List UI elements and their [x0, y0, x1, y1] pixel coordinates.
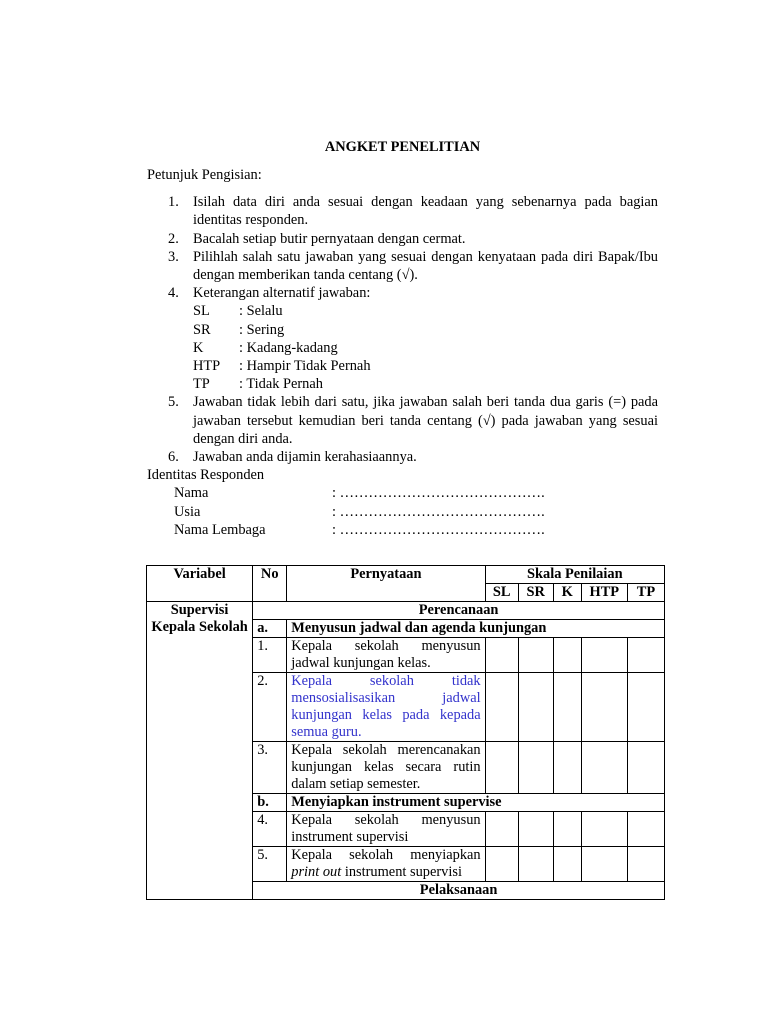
identitas-label: Identitas Responden — [147, 467, 265, 484]
item-statement: Kepala sekolah menyusun instrument supervisi — [287, 812, 485, 847]
item-statement: Kepala sekolah tidak mensosialisasikan jadwal kunjungan kelas pada kepada semua guru. — [287, 673, 485, 742]
sub-b-text: Menyiapkan instrument supervise — [287, 794, 665, 812]
answer-cell-sr[interactable] — [518, 812, 553, 847]
item-no: 4. — [253, 812, 287, 847]
answer-cell-k[interactable] — [553, 742, 581, 794]
header-variabel: Variabel — [147, 566, 253, 602]
answer-cell-htp[interactable] — [581, 847, 627, 882]
answer-cell-sr[interactable] — [518, 673, 553, 742]
item-no: 1. — [253, 638, 287, 673]
answer-cell-tp[interactable] — [627, 812, 664, 847]
answer-cell-tp[interactable] — [627, 673, 664, 742]
legend-row: K : Kadang-kadang — [193, 339, 338, 356]
answer-cell-k[interactable] — [553, 673, 581, 742]
item-statement: Kepala sekolah menyusun jadwal kunjungan kelas. — [287, 638, 485, 673]
petunjuk-label: Petunjuk Pengisian: — [147, 167, 262, 183]
instruction-item: 6. Jawaban anda dijamin kerahasiaannya. — [168, 449, 417, 466]
answer-cell-k[interactable] — [553, 812, 581, 847]
instruction-item: 2. Bacalah setiap butir pernyataan dengan cermat. — [168, 230, 466, 247]
header-skala: Skala Penilaian — [485, 566, 664, 584]
header-htp: HTP — [581, 584, 627, 602]
legend-row: HTP : Hampir Tidak Pernah — [193, 358, 371, 375]
document-page — [147, 138, 658, 539]
identitas-row-usia[interactable]: Usia : ……………………………………. — [174, 503, 545, 520]
header-k: K — [553, 584, 581, 602]
item-no: 2. — [253, 673, 287, 742]
variabel-cell: Supervisi Kepala Sekolah — [147, 602, 253, 900]
item-statement: Kepala sekolah merencanakan kunjungan kelas secara rutin dalam setiap semester. — [287, 742, 485, 794]
legend-row: SL : Selalu — [193, 303, 283, 320]
answer-legend — [193, 302, 658, 393]
answer-cell-tp[interactable] — [627, 742, 664, 794]
answer-cell-sr[interactable] — [518, 742, 553, 794]
item-no: 5. — [253, 847, 287, 882]
sub-b-no: b. — [253, 794, 287, 812]
item-statement: Kepala sekolah menyiapkan print out instrument supervisi — [287, 847, 485, 882]
answer-cell-sl[interactable] — [485, 812, 518, 847]
instruction-item: 5. Jawaban tidak lebih dari satu, jika jawaban salah beri tanda dua garis (=) pada jawaban tersebut kemudian beri tanda centang (√) pada jawaban yang sesuai dengan diri anda. — [168, 394, 658, 447]
answer-cell-sr[interactable] — [518, 847, 553, 882]
answer-cell-sr[interactable] — [518, 638, 553, 673]
header-sr: SR — [518, 584, 553, 602]
instruction-item: 3. Pilihlah salah satu jawaban yang sesuai dengan kenyataan pada diri Bapak/Ibu dengan memberikan tanda centang (√). — [168, 248, 658, 284]
instruction-list — [147, 193, 658, 466]
answer-cell-sl[interactable] — [485, 638, 518, 673]
header-tp: TP — [627, 584, 664, 602]
section-pelaksanaan: Pelaksanaan — [253, 882, 665, 900]
sub-a-no: a. — [253, 620, 287, 638]
document-title: ANGKET PENELITIAN — [324, 139, 481, 155]
section-perencanaan: Perencanaan — [253, 602, 665, 620]
sub-a-text: Menyusun jadwal dan agenda kunjungan — [287, 620, 665, 638]
answer-cell-sl[interactable] — [485, 847, 518, 882]
instruction-item: 1. Isilah data diri anda sesuai dengan keadaan yang sebenarnya pada bagian identitas responden. — [168, 194, 658, 229]
header-sl: SL — [485, 584, 518, 602]
answer-cell-htp[interactable] — [581, 742, 627, 794]
identitas-row-nama[interactable]: Nama : ……………………………………. — [174, 485, 545, 502]
survey-table — [146, 565, 665, 900]
answer-cell-k[interactable] — [553, 638, 581, 673]
answer-cell-htp[interactable] — [581, 673, 627, 742]
answer-cell-tp[interactable] — [627, 638, 664, 673]
answer-cell-k[interactable] — [553, 847, 581, 882]
header-no: No — [253, 566, 287, 602]
header-pernyataan: Pernyataan — [287, 566, 485, 602]
legend-row: TP : Tidak Pernah — [193, 376, 323, 393]
answer-cell-htp[interactable] — [581, 812, 627, 847]
identitas-row-lembaga[interactable]: Nama Lembaga : ……………………………………. — [174, 521, 545, 538]
answer-cell-tp[interactable] — [627, 847, 664, 882]
answer-cell-htp[interactable] — [581, 638, 627, 673]
instruction-item: 4. Keterangan alternatif jawaban: SL : Selalu SR : Sering K : Kadang-kadang HTP : Hampir Tidak Pernah TP : Tidak Pernah — [147, 284, 658, 393]
answer-cell-sl[interactable] — [485, 742, 518, 794]
legend-row: SR : Sering — [193, 321, 285, 338]
answer-cell-sl[interactable] — [485, 673, 518, 742]
item-no: 3. — [253, 742, 287, 794]
